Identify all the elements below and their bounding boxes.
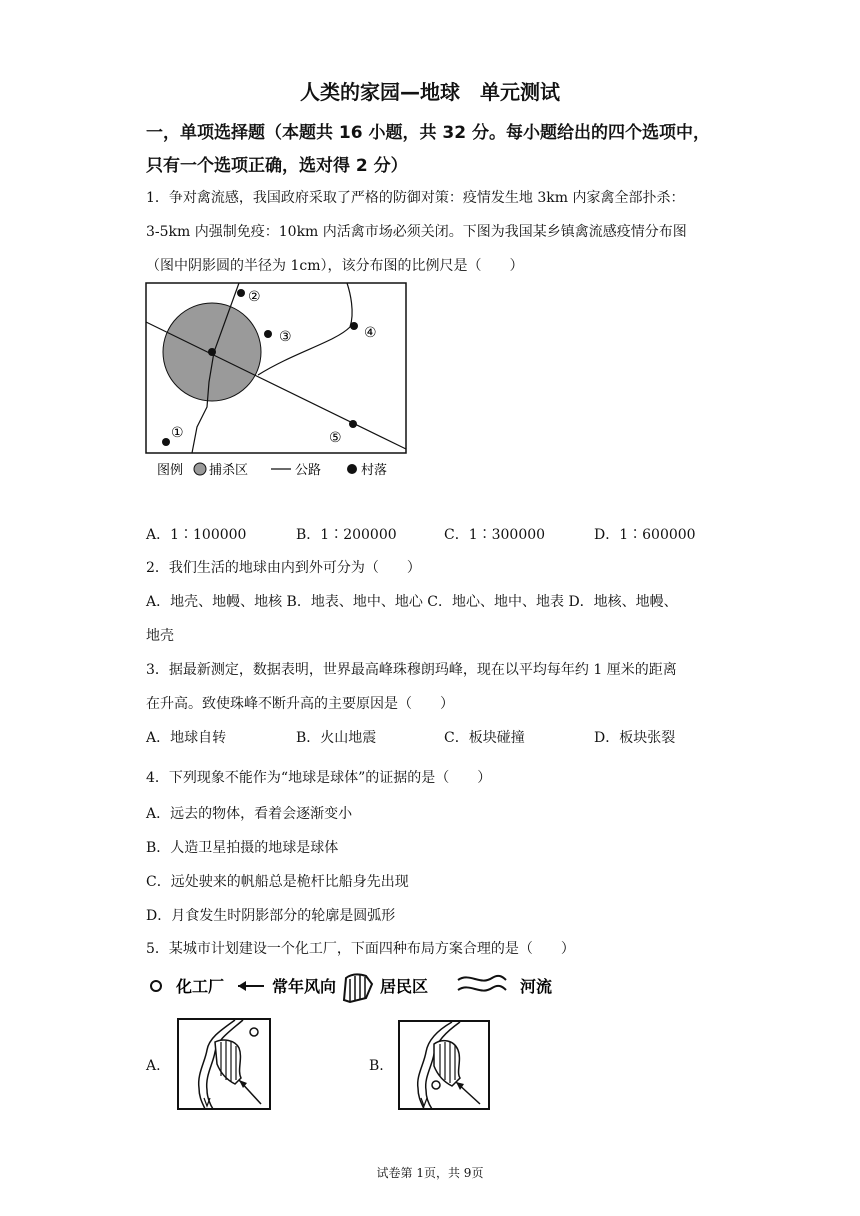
map-legend-village: 村落 xyxy=(361,463,388,478)
q5-legend-factory: 化工厂 xyxy=(176,977,225,996)
map-legend-prefix: 图例 xyxy=(157,463,184,478)
q4-option-d: D．月食发生时阴影部分的轮廓是圆弧形 xyxy=(146,908,396,924)
section-heading-line1: 一，单项选择题（本题共 16 小题，共 32 分。每小题给出的四个选项中， xyxy=(146,123,710,143)
village-label-1: ① xyxy=(171,425,184,441)
q5-option-b-label: B. xyxy=(369,1058,384,1074)
q3-option-d: D．板块张裂 xyxy=(594,730,676,746)
q3-option-b: B．火山地震 xyxy=(296,730,377,746)
q2-text-line1: 2．我们生活的地球由内到外可分为（ ） xyxy=(146,560,421,576)
q1-option-d: D．1∶600000 xyxy=(594,527,696,543)
river-legend-icon xyxy=(458,976,506,981)
village-dot-2 xyxy=(237,289,245,297)
q5-option-b-diagram xyxy=(398,1020,492,1112)
q4-option-c: C．远处驶来的帆船总是桅杆比船身先出现 xyxy=(146,874,409,890)
q2-options-wrap: 地壳 xyxy=(146,628,174,644)
outbreak-point xyxy=(208,348,216,356)
q1-text-line2: 3-5km 内强制免疫：10km 内活禽市场必须关闭。下图为我国某乡镇禽流感疫情分布图 xyxy=(146,224,687,240)
legend-village-swatch xyxy=(347,464,357,474)
village-label-5: ⑤ xyxy=(329,430,342,446)
factory-legend-icon xyxy=(151,981,161,991)
q4-option-b: B．人造卫星拍摄的地球是球体 xyxy=(146,840,339,856)
q4-text-line1: 4．下列现象不能作为“地球是球体”的证据的是（ ） xyxy=(146,770,492,786)
q3-option-a: A．地球自转 xyxy=(146,730,227,746)
q5-legend-river: 河流 xyxy=(520,977,553,996)
q1-option-b: B．1∶200000 xyxy=(296,527,397,543)
factory-icon xyxy=(250,1028,258,1036)
map-legend-kill-zone: 捕杀区 xyxy=(209,463,249,478)
q5-option-a-label: A. xyxy=(146,1058,161,1074)
q1-text-line3: （图中阴影圆的半径为 1cm），该分布图的比例尺是（ ） xyxy=(146,258,524,274)
q5-legend xyxy=(140,968,570,1004)
q1-epidemic-map xyxy=(145,282,410,482)
village-dot-4 xyxy=(350,322,358,330)
map-legend-road: 公路 xyxy=(295,463,322,478)
residential-legend-icon xyxy=(344,974,372,1002)
q5-option-a-diagram xyxy=(177,1018,273,1112)
wind-arrow-icon xyxy=(238,981,246,991)
q2-options-line: A．地壳、地幔、地核 B．地表、地中、地心 C．地心、地中、地表 D．地核、地幔、 xyxy=(146,594,678,610)
village-dot-5 xyxy=(349,420,357,428)
q1-option-c: C．1∶300000 xyxy=(444,527,546,543)
q3-text-line2: 在升高。致使珠峰不断升高的主要原因是（ ） xyxy=(146,696,454,712)
q4-option-a: A．远去的物体，看着会逐渐变小 xyxy=(146,806,353,822)
village-label-4: ④ xyxy=(364,325,377,341)
section-heading-line2: 只有一个选项正确，选对得 2 分） xyxy=(146,156,408,176)
village-dot-1 xyxy=(162,438,170,446)
page-title: 人类的家园—地球 单元测试 xyxy=(300,80,560,104)
legend-kill-zone-swatch xyxy=(194,463,206,475)
village-label-2: ② xyxy=(248,289,261,305)
q3-option-c: C．板块碰撞 xyxy=(444,730,525,746)
q5-text-line1: 5．某城市计划建设一个化工厂，下面四种布局方案合理的是（ ） xyxy=(146,941,575,957)
q1-text-line1: 1．争对禽流感，我国政府采取了严格的防御对策：疫情发生地 3km 内家禽全部扑杀： xyxy=(146,190,685,206)
page-footer: 试卷第 1页，共 9页 xyxy=(376,1166,484,1180)
q3-text-line1: 3．据最新测定，数据表明，世界最高峰珠穆朗玛峰，现在以平均每年约 1 厘米的距离 xyxy=(146,662,677,678)
q5-legend-residential: 居民区 xyxy=(380,977,429,996)
q5-legend-wind: 常年风向 xyxy=(272,977,337,996)
q1-option-a: A．1∶100000 xyxy=(146,527,247,543)
village-label-3: ③ xyxy=(279,329,292,345)
factory-icon xyxy=(432,1081,440,1089)
village-dot-3 xyxy=(264,330,272,338)
